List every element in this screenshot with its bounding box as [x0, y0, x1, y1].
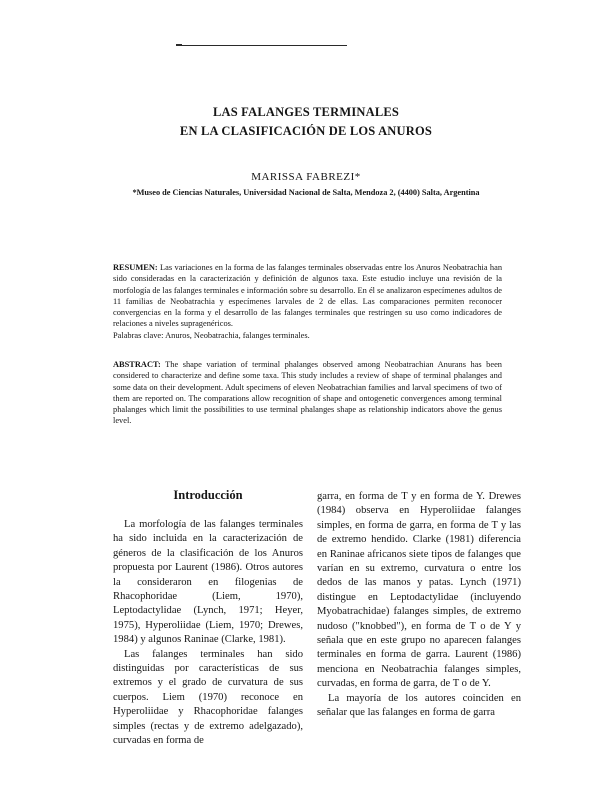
author-affiliation: *Museo de Ciencias Naturales, Universidad Nacional de Salta, Mendoza 2, (4400) Salta, Argentina: [132, 188, 480, 197]
intro-paragraph-3: La mayoría de los autores coinciden en señalar que las falanges en forma de garra: [317, 692, 521, 719]
author-name: MARISSA FABREZI*: [251, 171, 361, 183]
paper-title-line-2: EN LA CLASIFICACIÓN DE LOS ANUROS: [179, 124, 433, 138]
abstract-heading: ABSTRACT:: [113, 360, 161, 369]
keywords: Palabras clave: Anuros, Neobatrachia, falanges terminales.: [113, 330, 310, 340]
abstract-text: The shape variation of terminal phalanges observed among Neobatrachian Anurans has been considered to characterize and define some taxa. This study includes a review of shape of terminal phalanges and some data on their development. Adult specimens of eleven Neobatrachian families and larval specimens of two of them are reported on. The comparations allow recognition of shape and ontogenetic convergences among terminal phalanges which limit the possibilities to use terminal phalanges shape as relationship indicators above the genus level.: [113, 360, 502, 426]
left-column: [113, 518, 303, 749]
resumen-heading: RESUMEN:: [113, 263, 158, 272]
right-column: [317, 490, 521, 721]
paper-title-line-1: LAS FALANGES TERMINALES: [212, 105, 400, 119]
resumen-block: [113, 262, 502, 341]
intro-paragraph-2-continued: garra, en forma de T y en forma de Y. Drewes (1984) observa en Hyperoliidae falanges simples, en forma de garra, en forma de T y las de extremo hendido. Clarke (1981) diferencia en Raninae africanos siete tipos de falanges que varían en su extremo, curvatura o entre los dedos de las manos y patas. Lynch (1971) distingue en Leptodactylidae (incluyendo Myobatrachidae) falanges simples, de extremo nudoso ("knobbed"), en forma de T o de Y y señala que en este grupo no aparecen falanges terminales en forma de garra. Laurent (1986) menciona en Neobatrachia falanges simples, curvadas, en forma de garra, de T o de Y.: [317, 491, 521, 690]
section-heading-introduccion: Introducción: [173, 488, 243, 502]
intro-paragraph-2: Las falanges terminales han sido distinguidas por características de sus extremos y el grado de curvatura de sus cuerpos. Liem (1970) reconoce en Hyperoliidae y Rhacophoridae falanges simples (rectas y de extremo adelgazado), curvadas en forma de: [113, 648, 303, 747]
intro-paragraph-1: La morfología de las falanges terminales ha sido incluida en la caracterización de géneros de la clasificación de los Anuros propuesta por Laurent (1986). Otros autores la consideraron en filogenias de Rhacophoridae (Liem, 1970), Leptodactylidae (Lynch, 1971; Heyer, 1975), Hyperoliidae (Liem, 1970; Drewes, 1984) y algunos Raninae (Clarke, 1981).: [113, 519, 303, 646]
abstract-block: [113, 359, 502, 427]
header-rule: [176, 45, 347, 46]
resumen-text: Las variaciones en la forma de las falanges terminales observadas entre los Anuros Neobatrachia han sido consideradas en la caracterización y definición de algunos taxa. Este estudio incluye una revisión de la morfología de las falanges terminales e información sobre su desarrollo. En él se analizaron especímenes adultos de 11 familias de Neobatrachia y especímenes larvales de 2 de ellas. Las comparaciones permiten reconocer convergencias en la forma y el desarrollo de las falanges terminales que restringen su uso como indicadores de relaciones a niveles supragenéricos.: [113, 263, 503, 329]
